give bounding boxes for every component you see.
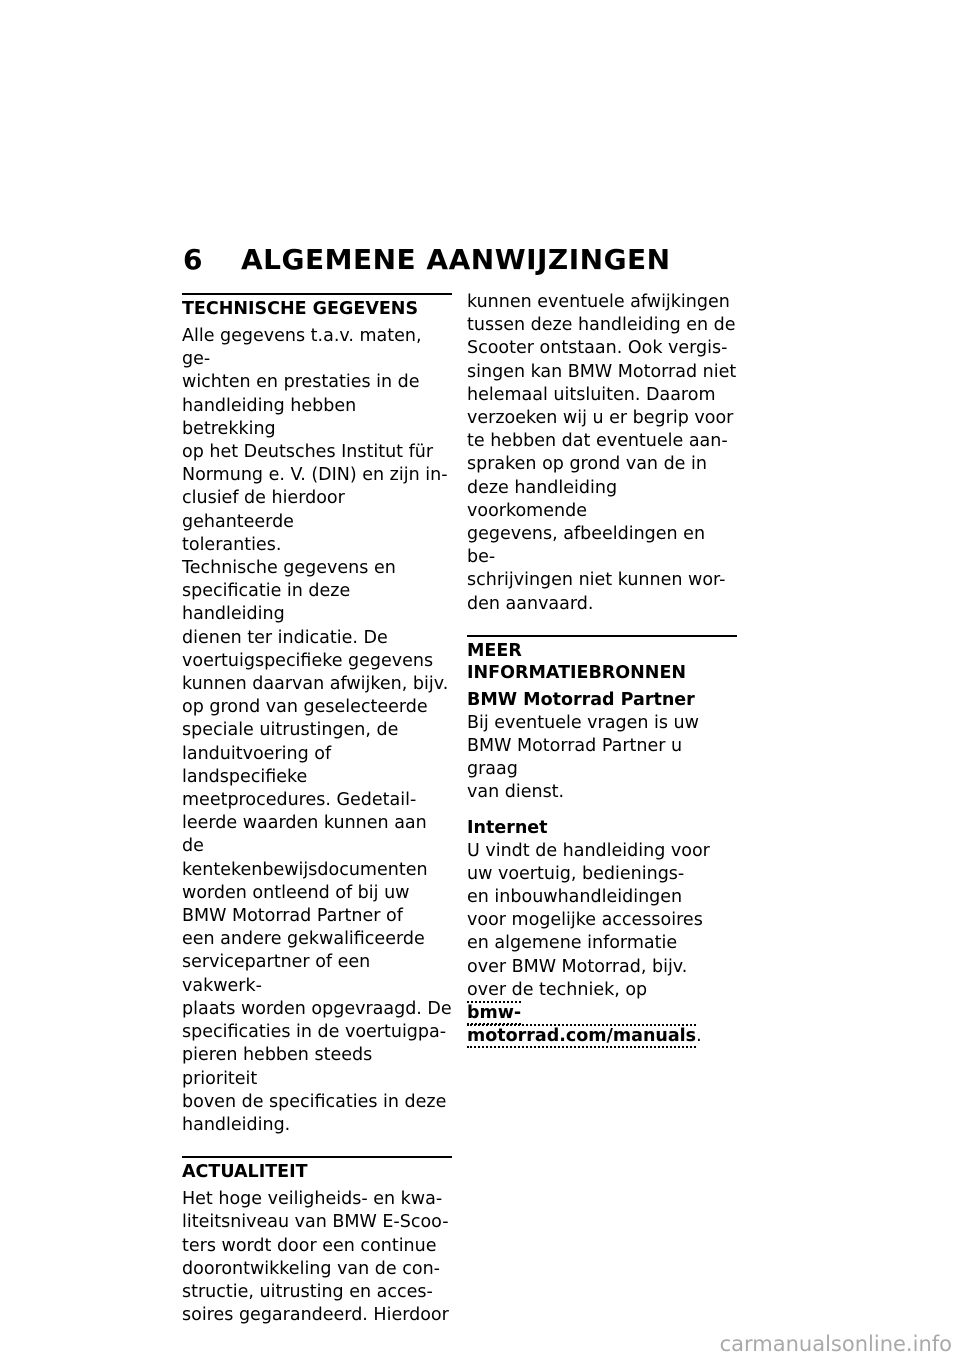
section-divider [467, 635, 737, 637]
partner-text: Bij eventuele vragen is uw BMW Motorrad Partner u graag van dienst. [467, 712, 699, 803]
technical-data-paragraph-1: Alle gegevens t.a.v. maten, ge- wichten en prestaties in de handleiding hebben betrekking op het Deutsches Institut für Normung e. V. (DIN) en zijn in- clusief de hierdoor gehanteerde toleranties. [182, 326, 448, 555]
actuality-paragraph-right: kunnen eventuele afwijkingen tussen deze handleiding en de Scooter ontstaan. Ook vergis- singen kan BMW Motorrad niet helemaal uitsluiten. Daarom verzoeken wij u er begrip voor te hebben dat eventuele aan- spraken op grond van de in deze handleiding voorkomende gegevens, afbeeldingen en be- schrijvingen niet kunnen wor- den aanvaard. [467, 292, 737, 614]
actuality-paragraph-left: Het hoge veiligheids- en kwa- liteitsniveau van BMW E-Scoo- ters wordt door een continue doorontwikkeling van de con- structie, uitrusting en acces- soires gegarandeerd. Hierdoor [182, 1189, 449, 1326]
actuality-heading: ACTUALITEIT [182, 1162, 308, 1183]
right-column [467, 291, 737, 1048]
section-divider [182, 1156, 452, 1158]
link-suffix: . [696, 1026, 702, 1047]
watermark: carmanualsonline.info [719, 1332, 952, 1356]
internet-text: U vindt de handleiding voor uw voertuig, bedienings- en inbouwhandleidingen voor mogelijke accessoires en algemene informatie over BMW Motorrad, bijv. over de techniek, op [467, 840, 710, 1000]
left-column [182, 293, 452, 1327]
chapter-title [183, 243, 671, 276]
technical-data-paragraph-2: Technische gegevens en specificatie in deze handleiding dienen ter indicatie. De voertuigspecifieke gegevens kunnen daarvan afwijken, bijv. op grond van geselecteerde speciale uitrustingen, de landuitvoering of landspecifieke meetprocedures. Gedetail- leerde waarden kunnen aan de kentekenbewijsdocumenten worden ontleend of bij uw BMW Motorrad Partner of een andere gekwalificeerde servicepartner of een vakwerk- plaats worden opgevraagd. De specificaties in de voertuigpa- pieren hebben steeds prioriteit boven de specificaties in deze handleiding. [182, 558, 452, 1135]
technical-data-heading: TECHNISCHE GEGEVENS [182, 299, 419, 319]
manuals-link[interactable]: bmw-motorrad.com/manuals [467, 1003, 697, 1047]
chapter-title-text: ALGEMENE AANWIJZINGEN [241, 243, 671, 276]
partner-heading: BMW Motorrad Partner [467, 689, 695, 710]
internet-heading: Internet [467, 817, 548, 838]
section-divider [182, 293, 452, 295]
more-info-heading: MEER INFORMATIEBRONNEN [467, 640, 687, 683]
chapter-number: 6 [183, 243, 203, 276]
internet-link-line [467, 1002, 737, 1048]
